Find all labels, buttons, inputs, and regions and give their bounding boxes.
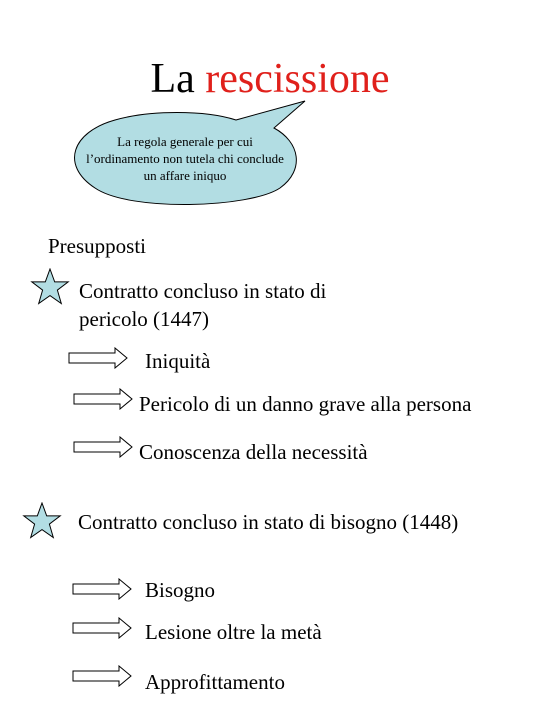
arrow-right-icon	[68, 347, 128, 369]
section-heading	[78, 508, 458, 536]
arrow-right-icon	[72, 617, 132, 639]
section-heading	[79, 277, 326, 333]
title-accent-word: rescissione	[205, 56, 390, 102]
list-item: Iniquità	[145, 349, 211, 373]
speech-bubble-line: La regola generale per cui	[117, 134, 253, 149]
list-item: Bisogno	[145, 578, 216, 602]
arrow-right-icon	[72, 665, 132, 687]
list-item: Lesione oltre la metà	[145, 620, 322, 644]
list-item: Conoscenza della necessità	[139, 440, 368, 464]
section-heading-line: Contratto concluso in stato di bisogno (1448)	[78, 510, 459, 534]
speech-bubble-text	[70, 133, 300, 184]
arrow-right-icon	[73, 436, 133, 458]
arrow-right-icon	[73, 388, 133, 410]
list-item: Approfittamento	[145, 670, 285, 694]
star-icon	[22, 502, 62, 540]
title-prefix: La	[150, 56, 195, 102]
speech-bubble-line: un affare iniquo	[143, 168, 227, 183]
section-heading-line: pericolo (1447)	[79, 307, 210, 331]
arrow-right-icon	[72, 578, 132, 600]
section-label: Presupposti	[48, 234, 147, 258]
speech-bubble-line: l’ordinamento non tutela chi conclude	[86, 151, 284, 166]
list-item: Pericolo di un danno grave alla persona	[139, 392, 472, 416]
section-heading-line: Contratto concluso in stato di	[79, 279, 327, 303]
star-icon	[30, 268, 70, 306]
